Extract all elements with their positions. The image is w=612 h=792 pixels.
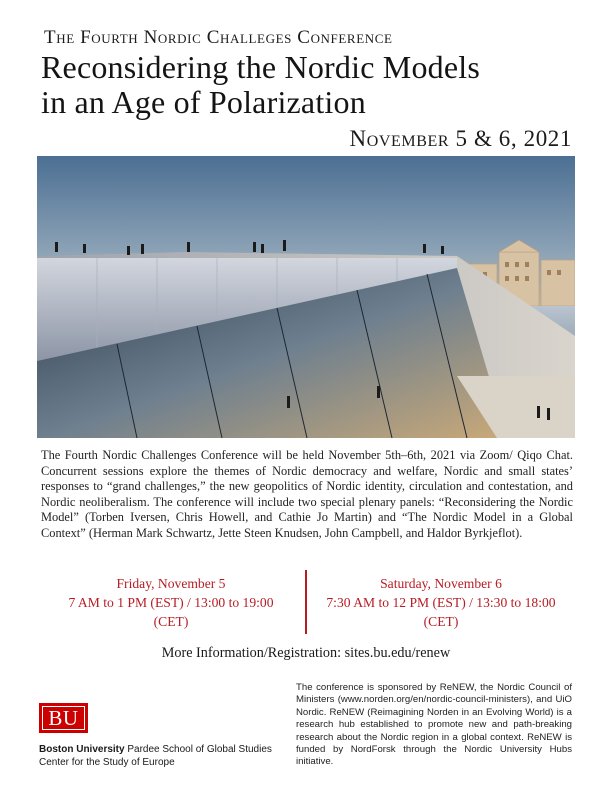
title-line-1: Reconsidering the Nordic Models [41,49,480,85]
university-affiliation [39,743,289,769]
title-line-2: in an Age of Polarization [41,84,366,120]
session-timezone: (CET) [153,614,189,629]
conference-date: November 5 & 6, 2021 [349,126,572,151]
session-day: Saturday, November 6 [380,576,502,591]
conference-description: The Fourth Nordic Challenges Conference will be held November 5th–6th, 2021 via Zoom/ Qiqo Chat. Concurrent sessions explore the themes of Nordic democracy and welfare, Nordic and small states’ responses to “grand challenges,” the new geopolitics of Nordic identity, circulation and contestation, and Nordic neoliberalism. The conference will include two special plenary panels: “Reconsidering the Nordic Model” (Torben Iversen, Chris Howell, and Cathie Jo Martin) and “The Nordic Model in a Global Context” (Herman Mark Schwartz, Jette Steen Knudsen, John Campbell, and Haldor Byrkjeflot). [41,448,573,540]
session-schedule [37,570,575,634]
conference-name: The Fourth Nordic Challeges Conference [44,27,393,48]
session-day: Friday, November 5 [116,576,226,591]
session-friday [37,574,305,631]
session-time: 7:30 AM to 12 PM (EST) / 13:30 to 18:00 [326,595,556,610]
school-name: Pardee School of Global Studies [127,744,272,755]
hero-photo [37,156,575,438]
university-name: Boston University [39,744,125,755]
session-saturday [307,574,575,631]
session-timezone: (CET) [423,614,459,629]
sponsor-text: The conference is sponsored by ReNEW, the Nordic Council of Ministers (www.norden.org/en/nordic-council-ministers), and UiO Nordic. ReNEW (Reimagining Norden in an Evolving World) is a research hub established to promote new and path-breaking research about the Nordic region in a global context. ReNEW is funded by NordForsk through the Nordic University Hubs initiative. [296,682,572,768]
bu-logo: BU [39,703,88,733]
center-name: Center for the Study of Europe [39,757,175,768]
page-title [41,50,581,120]
session-time: 7 AM to 1 PM (EST) / 13:00 to 19:00 [68,595,274,610]
registration-info: More Information/Registration: sites.bu.edu/renew [161,645,451,661]
